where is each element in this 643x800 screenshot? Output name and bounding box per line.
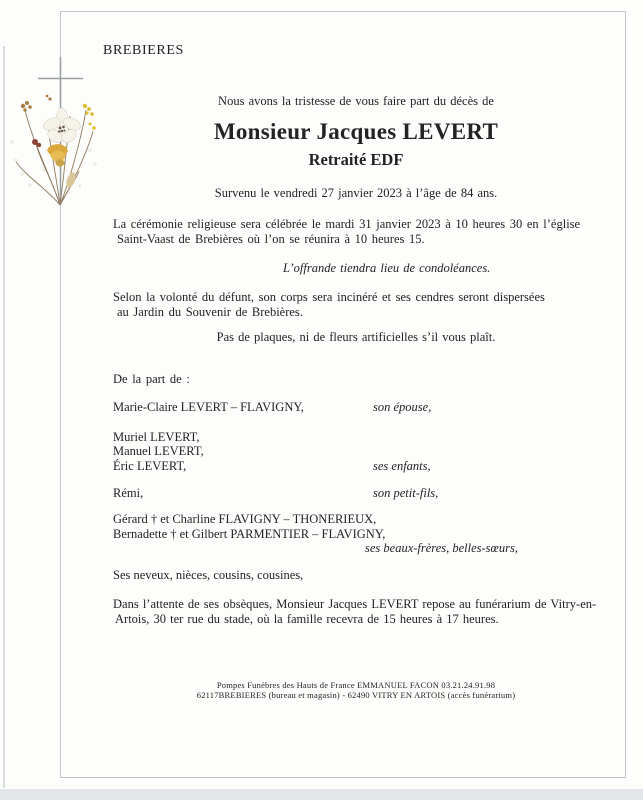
family-member-name: Bernadette † et Gilbert PARMENTIER – FLAVIGNY, xyxy=(113,527,386,541)
family-relation-inlaws: ses beaux-frères, belles-sœurs, xyxy=(365,541,518,555)
family-member-name: Rémi, xyxy=(113,486,144,500)
family-row-inlaw xyxy=(113,527,613,542)
family-row-relatives xyxy=(113,568,613,583)
scan-edge-bottom xyxy=(0,789,643,800)
family-relation: son petit-fils, xyxy=(373,486,439,500)
cremation-line-1: Selon la volonté du défunt, son corps sera incinéré et ses cendres seront dispersées xyxy=(113,290,545,304)
family-member-name: Ses neveux, nièces, cousins, cousines, xyxy=(113,568,304,582)
family-member-name: Manuel LEVERT, xyxy=(113,444,204,458)
family-relation: ses enfants, xyxy=(373,459,431,473)
deceased-title: Retraité EDF xyxy=(308,150,404,169)
cremation-line-2: au Jardin du Souvenir de Brebières. xyxy=(117,305,303,319)
city-name: BREBIERES xyxy=(103,43,184,58)
funeral-home-line-1: Pompes Funèbres des Hauts de France EMMANUEL FACON 03.21.24.91.98 xyxy=(216,680,496,690)
family-row-spouse xyxy=(113,400,613,415)
funeral-home-line-2: 62117BREBIERES (bureau et magasin) - 62490 VITRY EN ARTOIS (accès funérarium) xyxy=(196,690,516,700)
death-date-line: Survenu le vendredi 27 janvier 2023 à l’âge de 84 ans. xyxy=(214,186,498,200)
ceremony-line-2: Saint-Vaast de Brebières où l’on se réunira à 10 heures 15. xyxy=(117,232,425,246)
closing-line-2: Artois, 30 ter rue du stade, où la famille recevra de 15 heures à 17 heures. xyxy=(115,612,499,626)
family-row-child xyxy=(113,444,613,459)
closing-line-1: Dans l’attente de ses obsèques, Monsieur Jacques LEVERT repose au funérarium de Vitry-en- xyxy=(113,597,597,611)
announcement-intro: Nous avons la tristesse de vous faire part du décès de xyxy=(218,94,494,108)
family-relation: son épouse, xyxy=(373,400,432,414)
offering-line: L’offrande tiendra lieu de condoléances. xyxy=(283,261,491,275)
family-intro-label: De la part de : xyxy=(113,372,190,386)
family-member-name: Marie-Claire LEVERT – FLAVIGNY, xyxy=(113,400,304,414)
family-row-child xyxy=(113,430,613,445)
deceased-name: Monsieur Jacques LEVERT xyxy=(213,119,499,144)
family-member-name: Gérard † et Charline FLAVIGNY – THONERIEUX, xyxy=(113,512,377,526)
family-member-name: Muriel LEVERT, xyxy=(113,430,200,444)
family-member-name: Éric LEVERT, xyxy=(113,459,187,473)
family-row-child xyxy=(113,459,613,474)
no-flowers-line: Pas de plaques, ni de fleurs artificielles s’il vous plaît. xyxy=(216,330,496,344)
ceremony-line-1: La cérémonie religieuse sera célébrée le mardi 31 janvier 2023 à 10 heures 30 en l’église xyxy=(113,217,581,231)
family-row-inlaw xyxy=(113,512,613,527)
family-row-grandson xyxy=(113,486,613,501)
